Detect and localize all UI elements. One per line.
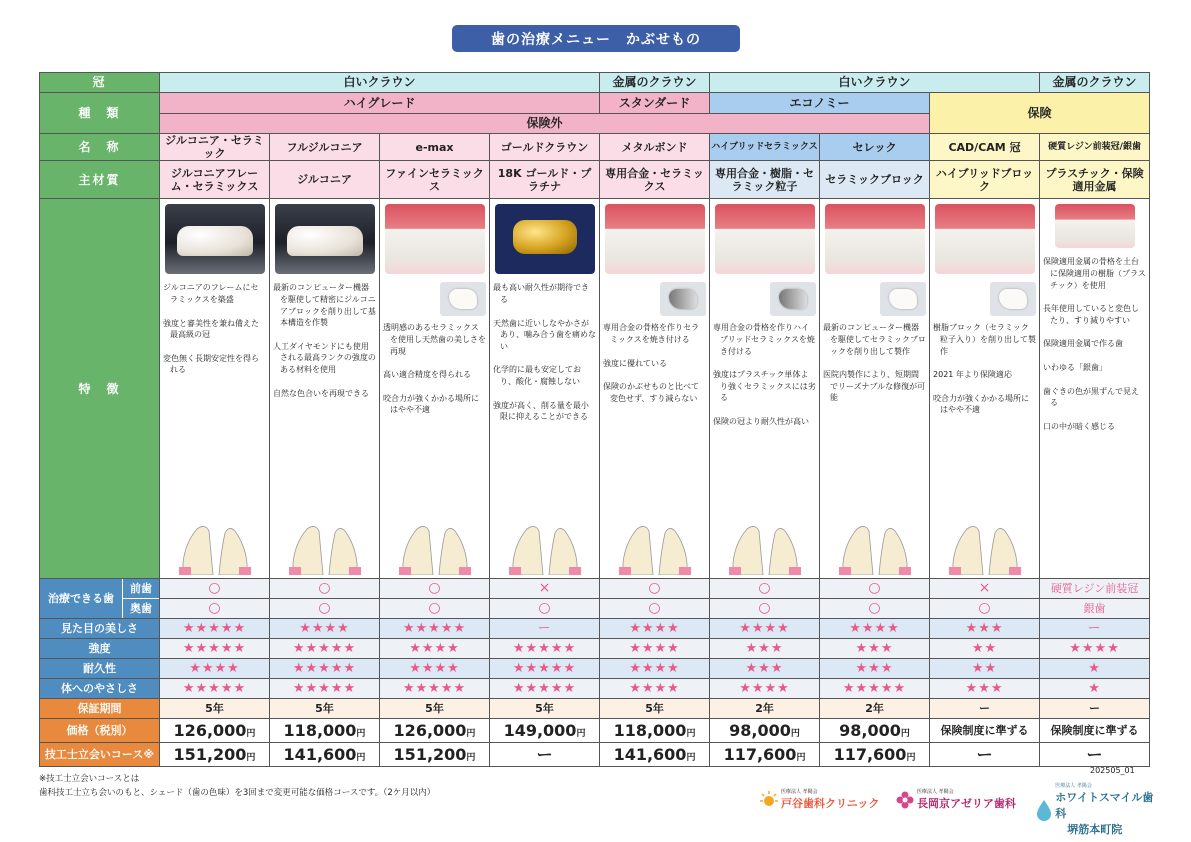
price-value: 保険制度に準ずる bbox=[940, 724, 1029, 738]
material: ファインセラミックス bbox=[380, 161, 490, 199]
gentle-cell: ★★★★★ bbox=[490, 679, 600, 699]
price-value: 保険制度に準ずる bbox=[1050, 724, 1139, 738]
sun-icon bbox=[760, 791, 778, 809]
tech_prices-cell bbox=[490, 743, 600, 767]
warranty-cell: 5年 bbox=[600, 699, 710, 719]
price-value: ー bbox=[536, 745, 553, 765]
feature-list bbox=[713, 322, 816, 427]
row-label-beauty: 見た目の美しさ bbox=[40, 619, 160, 639]
feature-item: 天然歯に近いしなやかさがあり、噛み合う歯を痛めない bbox=[493, 318, 596, 351]
crown-photo bbox=[1055, 204, 1135, 248]
feature-item: 歯ぐきの色が黒ずんで見える bbox=[1043, 386, 1140, 408]
gentle-cell: ★★★★★ bbox=[270, 679, 380, 699]
tech_prices-cell bbox=[160, 743, 270, 767]
clinic-name: 戸谷歯科クリニック bbox=[781, 797, 880, 810]
tech_prices-cell bbox=[1040, 743, 1150, 767]
beauty-cell: ★★★★ bbox=[820, 619, 930, 639]
price-value: 141,600 bbox=[613, 745, 687, 765]
feature-list bbox=[933, 322, 1036, 416]
price-value: ー bbox=[1086, 745, 1103, 765]
beauty-cell: ★★★★ bbox=[600, 619, 710, 639]
feature-item: 化学的に最も安定しており、酸化・腐蝕しない bbox=[493, 365, 581, 386]
feature-item: いわゆる「銀歯」 bbox=[1043, 362, 1108, 372]
yen-unit: 円 bbox=[686, 729, 696, 740]
prices-cell bbox=[270, 719, 380, 743]
front-cell: 硬質レジン前装冠 bbox=[1040, 579, 1150, 599]
table-row bbox=[40, 93, 1150, 114]
feature-item: 変色無く長期安定性を得られる bbox=[163, 353, 259, 375]
material: ハイブリッドブロック bbox=[930, 161, 1040, 199]
row-label-material: 主材質 bbox=[40, 161, 160, 199]
feature-item: 透明感のあるセラミックスを使用し天然歯の美しさを再現 bbox=[383, 323, 486, 356]
tooth-diagram-icon bbox=[615, 523, 695, 575]
crown-closeup-photo bbox=[880, 282, 926, 316]
crown-closeup-photo bbox=[440, 282, 486, 316]
yen-unit: 円 bbox=[356, 729, 366, 740]
product-name: セレック bbox=[820, 134, 930, 161]
durability-cell: ★★★ bbox=[820, 659, 930, 679]
clinic-sub: 医療法人 孝陽会 bbox=[1055, 783, 1092, 789]
beauty-cell: ー bbox=[490, 619, 600, 639]
feature-list bbox=[603, 322, 706, 404]
crown-closeup-photo bbox=[660, 282, 706, 316]
front-cell: ○ bbox=[160, 579, 270, 599]
features-cell bbox=[1040, 199, 1150, 579]
tech_prices-cell bbox=[820, 743, 930, 767]
material: プラスチック・保険適用金属 bbox=[1040, 161, 1150, 199]
feature-item: 最新のコンピューター機器を駆使して精密にジルコニアブロックを削り出して基本構造を作製 bbox=[273, 283, 376, 328]
material: ジルコニアフレーム・セラミックス bbox=[160, 161, 270, 199]
crown-group: 白いクラウン bbox=[160, 73, 600, 93]
clinic-logos bbox=[760, 782, 1160, 836]
gentle-cell: ★★★★★ bbox=[380, 679, 490, 699]
price-value: 117,600 bbox=[833, 745, 907, 765]
yen-unit: 円 bbox=[576, 729, 586, 740]
feature-item: 保険適用金属で作る歯 bbox=[1043, 339, 1124, 349]
warranty-cell: ー bbox=[930, 699, 1040, 719]
crown-photo bbox=[605, 204, 705, 274]
product-name: ハイブリッドセラミックス bbox=[710, 134, 820, 161]
front-cell: ○ bbox=[710, 579, 820, 599]
tooth-diagram-icon bbox=[505, 523, 585, 575]
product-name: ゴールドクラウン bbox=[490, 134, 600, 161]
crown-photo bbox=[385, 204, 485, 274]
tooth-diagram-icon bbox=[395, 523, 475, 575]
prices-cell bbox=[490, 719, 600, 743]
durability-cell: ★★★★ bbox=[600, 659, 710, 679]
price-value: 118,000 bbox=[283, 721, 357, 741]
clinic-logo-1 bbox=[760, 788, 879, 811]
tech_prices-cell bbox=[380, 743, 490, 767]
row-label-tech-price: 技工士立会いコース※ bbox=[40, 743, 160, 767]
features-cell bbox=[160, 199, 270, 579]
crown-closeup-photo bbox=[770, 282, 816, 316]
durability-cell: ★★★★★ bbox=[490, 659, 600, 679]
row-label-name: 名 称 bbox=[40, 134, 160, 161]
front-cell: × bbox=[490, 579, 600, 599]
beauty-cell: ★★★★ bbox=[710, 619, 820, 639]
beauty-cell: ★★★★★ bbox=[160, 619, 270, 639]
gentle-cell: ★★★★★ bbox=[160, 679, 270, 699]
row-label-gentle: 体へのやさしさ bbox=[40, 679, 160, 699]
front-cell: ○ bbox=[820, 579, 930, 599]
yen-unit: 円 bbox=[906, 753, 916, 764]
strength-cell: ★★★ bbox=[710, 639, 820, 659]
price-value: 151,200 bbox=[393, 745, 467, 765]
feature-item: 高い適合精度を得られる bbox=[383, 370, 471, 380]
strength-cell: ★★★★★ bbox=[160, 639, 270, 659]
feature-item: 強度と審美性を兼ね備えた最高級の冠 bbox=[163, 318, 259, 340]
feature-list bbox=[383, 322, 486, 416]
prices-cell bbox=[380, 719, 490, 743]
strength-cell: ★★★★ bbox=[600, 639, 710, 659]
front-cell: × bbox=[930, 579, 1040, 599]
table-row bbox=[40, 699, 1150, 719]
footnote-line-2: 歯科技工士立ち会いのもと、シェード（歯の色味）を3回まで変更可能な価格コースです。（2ケ月以内） bbox=[39, 787, 436, 798]
tech_prices-cell bbox=[710, 743, 820, 767]
table-row bbox=[40, 579, 1150, 599]
row-label-warranty: 保証期間 bbox=[40, 699, 160, 719]
strength-cell: ★★★★★ bbox=[490, 639, 600, 659]
clinic-logo-3 bbox=[1035, 782, 1160, 837]
price-value: 126,000 bbox=[173, 721, 247, 741]
warranty-cell: 5年 bbox=[490, 699, 600, 719]
gentle-cell: ★★★★★ bbox=[820, 679, 930, 699]
feature-item: ジルコニアのフレームにセラミックスを築盛 bbox=[163, 283, 259, 304]
back-cell: ○ bbox=[820, 599, 930, 619]
document-code: 202505_01 bbox=[1090, 766, 1135, 775]
non-insured: 保険外 bbox=[160, 114, 930, 134]
product-name: フルジルコニア bbox=[270, 134, 380, 161]
table-row bbox=[40, 161, 1150, 199]
feature-item: 強度に優れている bbox=[603, 358, 668, 368]
crown-photo bbox=[275, 204, 375, 274]
durability-cell: ★★★★★ bbox=[270, 659, 380, 679]
feature-item: 専用合金の骨格を作りセラミックスを焼き付ける bbox=[603, 323, 700, 344]
feature-item: 長年使用していると変色したり、すり減りやすい bbox=[1043, 304, 1140, 325]
back-label: 奥歯 bbox=[130, 602, 152, 616]
grade-insurance: 保険 bbox=[930, 93, 1150, 134]
feature-item: 医院内製作により、短期間でリーズナブルな修復が可能 bbox=[823, 370, 926, 403]
feature-item: 保険のかぶせものと比べて変色せず、すり減らない bbox=[603, 382, 700, 403]
crown-photo bbox=[935, 204, 1035, 274]
prices-cell bbox=[710, 719, 820, 743]
crown-photo bbox=[715, 204, 815, 274]
front-label: 前歯 bbox=[123, 579, 159, 599]
crown-closeup-photo bbox=[990, 282, 1036, 316]
feature-item: 専用合金の骨格を作りハイブリッドセラミックスを焼き付ける bbox=[713, 323, 815, 356]
feature-item: 強度が高く、削る量を最小限に抑えることができる bbox=[493, 400, 589, 422]
feature-list bbox=[1043, 256, 1146, 432]
feature-item: 樹脂ブロック（セラミック粒子入り）を削り出して製作 bbox=[933, 323, 1037, 356]
grade-standard: スタンダード bbox=[600, 93, 710, 114]
gentle-cell: ★★★★ bbox=[710, 679, 820, 699]
table-row bbox=[40, 639, 1150, 659]
yen-unit: 円 bbox=[686, 753, 696, 764]
gentle-cell: ★ bbox=[1040, 679, 1150, 699]
yen-unit: 円 bbox=[246, 753, 256, 764]
table-row bbox=[40, 659, 1150, 679]
product-name: 硬質レジン前装冠/銀歯 bbox=[1040, 134, 1150, 161]
yen-unit: 円 bbox=[356, 753, 366, 764]
crown-photo bbox=[495, 204, 595, 274]
prices-cell bbox=[160, 719, 270, 743]
gentle-cell: ★★★ bbox=[930, 679, 1040, 699]
warranty-cell: 5年 bbox=[270, 699, 380, 719]
durability-cell: ★★★ bbox=[710, 659, 820, 679]
tooth-diagram-icon bbox=[835, 523, 915, 575]
durability-cell: ★ bbox=[1040, 659, 1150, 679]
row-label-durability: 耐久性 bbox=[40, 659, 160, 679]
row-label-strength: 強度 bbox=[40, 639, 160, 659]
clinic-name: 長岡京アゼリア歯科 bbox=[917, 797, 1016, 810]
prices-cell bbox=[820, 719, 930, 743]
crown-group: 金属のクラウン bbox=[600, 73, 710, 93]
clinic-name: ホワイトスマイル歯科 bbox=[1055, 791, 1154, 820]
yen-unit: 円 bbox=[796, 753, 806, 764]
prices-cell bbox=[930, 719, 1040, 743]
clinic-logo-2 bbox=[896, 788, 1016, 811]
price-value: 98,000 bbox=[729, 721, 791, 741]
crown-group: 白いクラウン bbox=[710, 73, 1040, 93]
material: 専用合金・樹脂・セラミック粒子 bbox=[710, 161, 820, 199]
clinic-sub: 医療法人 孝陽会 bbox=[781, 789, 818, 795]
feature-item: 2021 年より保険適応 bbox=[933, 370, 1012, 380]
material: セラミックブロック bbox=[820, 161, 930, 199]
features-cell bbox=[270, 199, 380, 579]
feature-item: 保険の冠より耐久性が高い bbox=[713, 416, 810, 426]
back-cell: ○ bbox=[270, 599, 380, 619]
price-value: ー bbox=[976, 745, 993, 765]
features-cell bbox=[820, 199, 930, 579]
table-row bbox=[40, 619, 1150, 639]
price-value: 141,600 bbox=[283, 745, 357, 765]
feature-item: 自然な色合いを再現できる bbox=[273, 388, 369, 398]
durability-cell: ★★★★ bbox=[380, 659, 490, 679]
feature-item: 人工ダイヤモンドにも使用される最高ランクの強度のある材料を使用 bbox=[273, 341, 376, 374]
feature-list bbox=[493, 282, 596, 422]
tech_prices-cell bbox=[930, 743, 1040, 767]
clinic-branch: 堺筋本町院 bbox=[1067, 823, 1123, 836]
back-cell: ○ bbox=[600, 599, 710, 619]
back-cell: ○ bbox=[380, 599, 490, 619]
back-cell: ○ bbox=[490, 599, 600, 619]
material: ジルコニア bbox=[270, 161, 380, 199]
crown-photo bbox=[825, 204, 925, 274]
product-name: ジルコニア・セラミック bbox=[160, 134, 270, 161]
strength-cell: ★★ bbox=[930, 639, 1040, 659]
page-title: 歯の治療メニュー かぶせもの bbox=[452, 25, 740, 52]
feature-list bbox=[163, 282, 266, 376]
strength-cell: ★★★★★ bbox=[270, 639, 380, 659]
warranty-cell: 5年 bbox=[380, 699, 490, 719]
feature-item: 咬合力が強くかかる場所にはやや不適 bbox=[383, 393, 479, 415]
clinic-sub: 医療法人 孝陽会 bbox=[917, 789, 954, 795]
price-value: 117,600 bbox=[723, 745, 797, 765]
tooth-diagram-icon bbox=[725, 523, 805, 575]
treatable-label: 治療できる歯 bbox=[40, 579, 123, 618]
feature-item: 保険適用金属の骨格を土台に保険適用の樹脂（プラスチック）を使用 bbox=[1043, 257, 1146, 290]
row-label-crown: 冠 bbox=[40, 73, 160, 93]
table-row bbox=[40, 679, 1150, 699]
tooth-diagram-icon bbox=[285, 523, 365, 575]
row-label-price: 価格（税別） bbox=[40, 719, 160, 743]
strength-cell: ★★★★ bbox=[380, 639, 490, 659]
tooth-diagram-icon bbox=[175, 523, 255, 575]
warranty-cell: 5年 bbox=[160, 699, 270, 719]
price-value: 118,000 bbox=[613, 721, 687, 741]
flower-icon bbox=[896, 791, 914, 809]
drop-icon bbox=[1035, 799, 1052, 821]
feature-item: 最も高い耐久性が期待できる bbox=[493, 283, 589, 304]
yen-unit: 円 bbox=[900, 729, 910, 740]
features-cell bbox=[490, 199, 600, 579]
crown-photo bbox=[165, 204, 265, 274]
feature-item: 最新のコンピューター機器を駆使してセラミックブロックを削り出して製作 bbox=[823, 323, 926, 356]
beauty-cell: ★★★★★ bbox=[380, 619, 490, 639]
row-label-treatable bbox=[40, 579, 160, 619]
warranty-cell: ー bbox=[1040, 699, 1150, 719]
footnote bbox=[39, 773, 435, 800]
treatment-table bbox=[39, 72, 1150, 767]
durability-cell: ★★ bbox=[930, 659, 1040, 679]
table-row bbox=[40, 73, 1150, 93]
product-name: メタルボンド bbox=[600, 134, 710, 161]
table-row bbox=[40, 743, 1150, 767]
prices-cell bbox=[600, 719, 710, 743]
feature-item: 咬合力が強くかかる場所にはやや不適 bbox=[933, 393, 1030, 415]
row-label-features: 特 徴 bbox=[40, 199, 160, 579]
warranty-cell: 2年 bbox=[710, 699, 820, 719]
yen-unit: 円 bbox=[466, 729, 476, 740]
feature-list bbox=[823, 322, 926, 404]
beauty-cell: ー bbox=[1040, 619, 1150, 639]
prices-cell bbox=[1040, 719, 1150, 743]
price-value: 126,000 bbox=[393, 721, 467, 741]
table-row bbox=[40, 719, 1150, 743]
table-row bbox=[40, 134, 1150, 161]
gentle-cell: ★★★★ bbox=[600, 679, 710, 699]
back-cell: ○ bbox=[930, 599, 1040, 619]
footnote-line-1: ※技工士立会いコースとは bbox=[39, 774, 140, 784]
front-cell: ○ bbox=[380, 579, 490, 599]
crown-group: 金属のクラウン bbox=[1040, 73, 1150, 93]
grade-high: ハイグレード bbox=[160, 93, 600, 114]
material: 18K ゴールド・プラチナ bbox=[490, 161, 600, 199]
tech_prices-cell bbox=[600, 743, 710, 767]
product-name: CAD/CAM 冠 bbox=[930, 134, 1040, 161]
table-row bbox=[40, 199, 1150, 579]
strength-cell: ★★★ bbox=[820, 639, 930, 659]
back-cell: ○ bbox=[710, 599, 820, 619]
yen-unit: 円 bbox=[790, 729, 800, 740]
tech_prices-cell bbox=[270, 743, 380, 767]
feature-item: 強度はプラスチック単体より強くセラミックスには劣る bbox=[713, 370, 816, 403]
back-cell: ○ bbox=[160, 599, 270, 619]
beauty-cell: ★★★ bbox=[930, 619, 1040, 639]
features-cell bbox=[930, 199, 1040, 579]
feature-list bbox=[273, 282, 376, 399]
feature-item: 口の中が暗く感じる bbox=[1043, 421, 1116, 431]
beauty-cell: ★★★★ bbox=[270, 619, 380, 639]
row-label-type: 種 類 bbox=[40, 93, 160, 134]
yen-unit: 円 bbox=[246, 729, 256, 740]
product-name: e-max bbox=[380, 134, 490, 161]
price-value: 149,000 bbox=[503, 721, 577, 741]
features-cell bbox=[380, 199, 490, 579]
warranty-cell: 2年 bbox=[820, 699, 930, 719]
yen-unit: 円 bbox=[466, 753, 476, 764]
front-cell: ○ bbox=[270, 579, 380, 599]
price-value: 151,200 bbox=[173, 745, 247, 765]
table-row bbox=[40, 599, 1150, 619]
price-value: 98,000 bbox=[839, 721, 901, 741]
back-cell: 銀歯 bbox=[1040, 599, 1150, 619]
strength-cell: ★★★★ bbox=[1040, 639, 1150, 659]
durability-cell: ★★★★ bbox=[160, 659, 270, 679]
material: 専用合金・セラミックス bbox=[600, 161, 710, 199]
front-cell: ○ bbox=[600, 579, 710, 599]
features-cell bbox=[710, 199, 820, 579]
features-cell bbox=[600, 199, 710, 579]
tooth-diagram-icon bbox=[945, 523, 1025, 575]
grade-economy: エコノミー bbox=[710, 93, 930, 114]
